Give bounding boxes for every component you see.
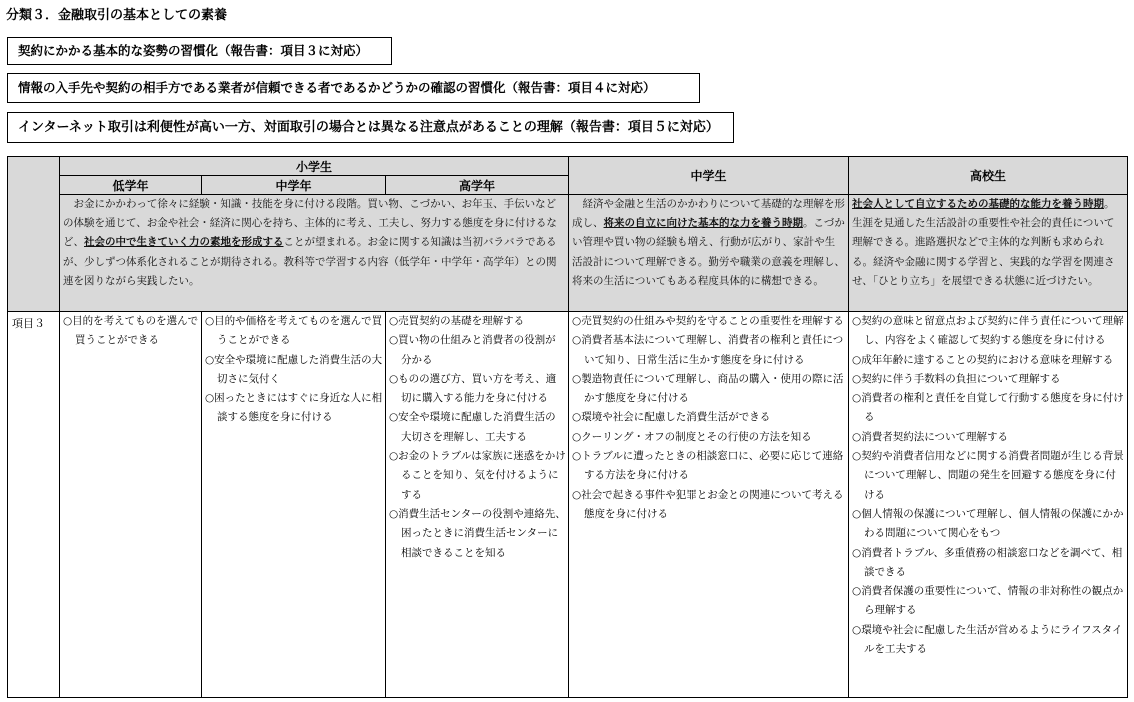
curriculum-table	[7, 156, 1128, 698]
list-item: ○ 目的を考えてものを選んで買うことができる	[63, 312, 199, 351]
list-item: ○ 消費者契約法について理解する	[852, 428, 1125, 447]
list-item: ○ 消費者の権利と責任を自覚して行動する態度を身に付ける	[852, 389, 1125, 428]
list-item: ○ 困ったときにはすぐに身近な人に相談する態度を身に付ける	[205, 389, 383, 428]
list-item: ○ 消費者トラブル、多重債務の相談窓口などを調べて、相談できる	[852, 544, 1125, 583]
list-item: ○ ものの選び方、買い方を考え、適切に購入する能力を身に付ける	[389, 370, 566, 409]
corner-cell	[8, 157, 60, 312]
row-label: 項目３	[8, 312, 60, 698]
list-item: ○ 契約の意味と留意点および契約に伴う責任について理解し、内容をよく確認して契約する態度を身に付ける	[852, 312, 1125, 351]
header-high-school: 高校生	[849, 157, 1128, 195]
items-junior-high	[569, 312, 849, 698]
list-item: ○ 契約に伴う手数料の負担について理解する	[852, 370, 1125, 389]
list-item: ○ 製造物責任について理解し、商品の購入・使用の際に活かす態度を身に付ける	[572, 370, 846, 409]
list-item: ○ 安全や環境に配慮した消費生活の大切さに気付く	[205, 351, 383, 390]
list-item: ○ トラブルに遭ったときの相談窓口に、必要に応じて連絡する方法を身に付ける	[572, 447, 846, 486]
emphasis-high-school: 社会人として自立するための基礎的な能力を養う時期	[852, 198, 1105, 210]
list-item: ○ 個人情報の保護について理解し、個人情報の保護にかかわる問題について関心をもつ	[852, 505, 1125, 544]
items-lower-grade	[60, 312, 202, 698]
category-box-1: 契約にかかる基本的な姿勢の習慣化（報告書：項目３に対応）	[7, 37, 392, 65]
header-middle-grade: 中学年	[202, 176, 386, 195]
list-item: ○ 売買契約の基礎を理解する	[389, 312, 566, 331]
header-lower-grade: 低学年	[60, 176, 202, 195]
emphasis-elementary: 社会の中で生きていく力の素地を形成する	[84, 236, 284, 249]
list-item: ○ 消費生活センターの役割や連絡先、困ったときに消費生活センターに相談できることを知る	[389, 505, 566, 563]
list-item: ○ クーリング・オフの制度とその行使の方法を知る	[572, 428, 846, 447]
category-box-2: 情報の入手先や契約の相手方である業者が信頼できる者であるかどうかの確認の習慣化（報告書：項目４に対応）	[7, 73, 700, 103]
emphasis-junior-high: 将来の自立に向けた基本的な力を養う時期	[603, 217, 804, 230]
list-item: ○ 目的や価格を考えてものを選んで買うことができる	[205, 312, 383, 351]
list-item: ○ 消費者保護の重要性について、情報の非対称性の観点から理解する	[852, 582, 1125, 621]
list-item: ○ 社会で起きる事件や犯罪とお金との関連について考える態度を身に付ける	[572, 486, 846, 525]
description-high-school: 社会人として自立するための基礎的な能力を養う時期。生涯を見通した生活設計の重要性や社会的責任について理解できる。進路選択などで主体的な判断も求められる。経済や金融に関する学習と、実践的な学習を関連させ、「ひとり立ち」を展望できる状態に近づけたい。	[849, 195, 1128, 312]
list-item: ○ 買い物の仕組みと消費者の役割が分かる	[389, 331, 566, 370]
items-middle-grade	[202, 312, 386, 698]
list-item: ○ お金のトラブルは家族に迷惑をかけることを知り、気を付けるようにする	[389, 447, 566, 505]
list-item: ○ 成年年齢に達することの契約における意味を理解する	[852, 351, 1125, 370]
list-item: ○ 売買契約の仕組みや契約を守ることの重要性を理解する	[572, 312, 846, 331]
header-junior-high: 中学生	[569, 157, 849, 195]
list-item: ○ 契約や消費者信用などに関する消費者問題が生じる背景について理解し、問題の発生を回避する態度を身に付ける	[852, 447, 1125, 505]
list-item: ○ 安全や環境に配慮した消費生活の大切さを理解し、工夫する	[389, 408, 566, 447]
list-item: ○ 消費者基本法について理解し、消費者の権利と責任について知り、日常生活に生かす態度を身に付ける	[572, 331, 846, 370]
list-item: ○ 環境や社会に配慮した消費生活ができる	[572, 408, 846, 427]
header-upper-grade: 高学年	[386, 176, 569, 195]
header-elementary: 小学生	[60, 157, 569, 176]
page-title: 分類３．金融取引の基本としての素養	[6, 8, 228, 23]
description-elementary: お金にかかわって徐々に経験・知識・技能を身に付ける段階。買い物、こづかい、お年玉、手伝いなどの体験を通じて、お金や社会・経済に関心を持ち、主体的に考え、工夫し、努力する態度を身に付けるなど、社会の中で生きていく力の素地を形成することが望まれる。お金に関する知識は当初バラバラであるが、少しずつ体系化されることが期待される。教科等で学習する内容（低学年・中学年・高学年）との関連を図りながら実践したい。	[60, 195, 569, 312]
description-junior-high: 経済や金融と生活のかかわりについて基礎的な理解を形成し、将来の自立に向けた基本的な力を養う時期。こづかい管理や買い物の経験も増え、行動が広がり、家計や生活設計について理解できる。勤労や職業の意義を理解し、将来の生活についてもある程度具体的に構想できる。	[569, 195, 849, 312]
category-box-3: インターネット取引は利便性が高い一方、対面取引の場合とは異なる注意点があることの理解（報告書：項目５に対応）	[7, 112, 734, 143]
list-item: ○ 環境や社会に配慮した生活が営めるようにライフスタイルを工夫する	[852, 621, 1125, 660]
items-high-school	[849, 312, 1128, 698]
items-upper-grade	[386, 312, 569, 698]
